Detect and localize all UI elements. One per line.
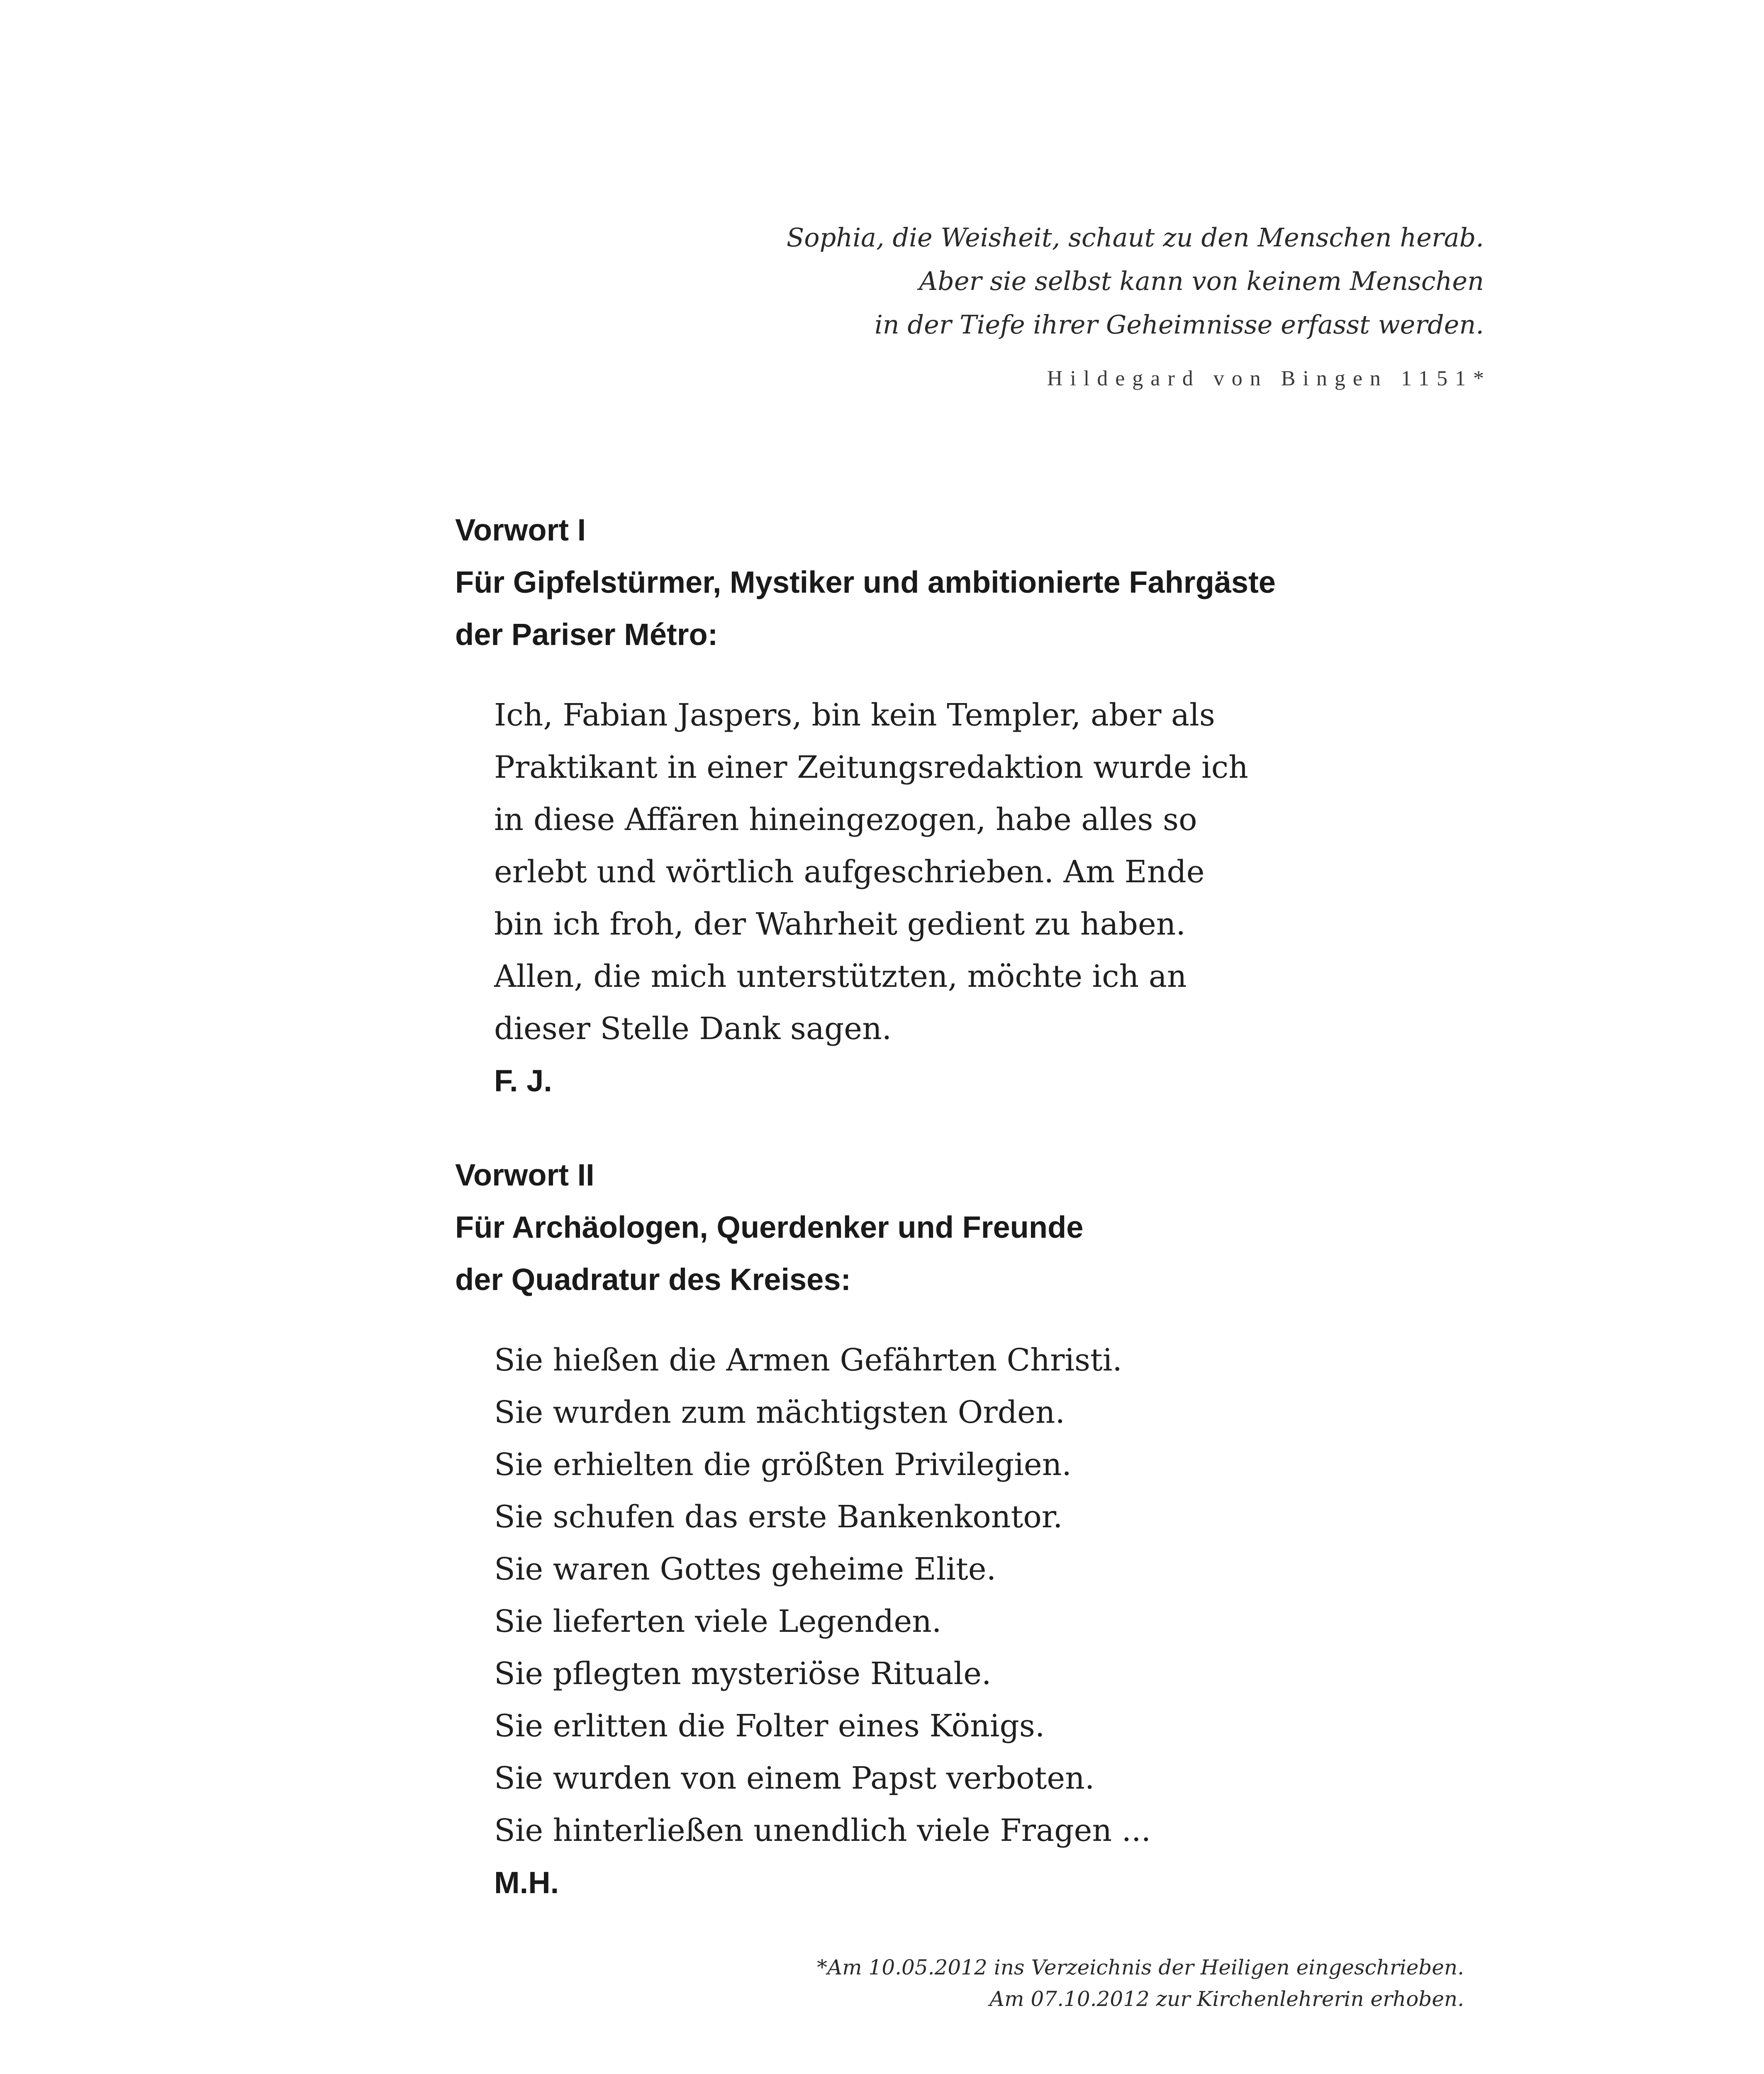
body-line: bin ich froh, der Wahrheit gedient zu haben. xyxy=(494,906,1186,942)
foreword-2-body xyxy=(494,1334,1492,1857)
foreword-1-heading xyxy=(455,504,1492,661)
body-line: dieser Stelle Dank sagen. xyxy=(494,1011,892,1047)
body-line: Sie hinterließen unendlich viele Fragen ... xyxy=(494,1813,1151,1848)
body-line: Praktikant in einer Zeitungsredaktion wurde ich xyxy=(494,750,1248,785)
body-line: Sie lieferten viele Legenden. xyxy=(494,1604,942,1639)
foreword-1-body xyxy=(494,689,1492,1055)
body-line: Sie wurden von einem Papst verboten. xyxy=(494,1760,1095,1796)
foreword-2 xyxy=(455,1149,1492,1909)
foreword-2-signature: M.H. xyxy=(494,1865,559,1900)
epigraph-line: Aber sie selbst kann von keinem Menschen xyxy=(919,266,1484,296)
foreword-1-signature: F. J. xyxy=(494,1064,552,1098)
foreword-title: Vorwort I xyxy=(455,513,586,547)
foreword-subtitle-line: Für Archäologen, Querdenker und Freunde xyxy=(455,1210,1084,1244)
body-line: Allen, die mich unterstützten, möchte ich an xyxy=(494,959,1187,994)
body-line: Sie erhielten die größten Privilegien. xyxy=(494,1447,1072,1482)
epigraph-line: in der Tiefe ihrer Geheimnisse erfasst werden. xyxy=(874,309,1484,340)
body-line: Sie wurden zum mächtigsten Orden. xyxy=(494,1395,1065,1430)
foreword-subtitle-line: der Quadratur des Kreises: xyxy=(455,1262,851,1297)
footnote xyxy=(551,1952,1464,2015)
body-line: Ich, Fabian Jaspers, bin kein Templer, aber als xyxy=(494,697,1215,733)
epigraph xyxy=(571,216,1491,395)
body-line: Sie hießen die Armen Gefährten Christi. xyxy=(494,1342,1122,1378)
body-line: Sie erlitten die Folter eines Königs. xyxy=(494,1708,1045,1744)
body-line: in diese Affären hineingezogen, habe alles so xyxy=(494,802,1197,837)
body-line: Sie pflegten mysteriöse Rituale. xyxy=(494,1656,992,1692)
body-line: Sie schufen das erste Bankenkontor. xyxy=(494,1499,1063,1535)
footnote-line: Am 07.10.2012 zur Kirchenlehrerin erhoben. xyxy=(989,1987,1464,2011)
body-line: Sie waren Gottes geheime Elite. xyxy=(494,1551,997,1587)
foreword-subtitle-line: der Pariser Métro: xyxy=(455,617,718,652)
epigraph-line: Sophia, die Weisheit, schaut zu den Menschen herab. xyxy=(786,222,1484,253)
footnote-line: *Am 10.05.2012 ins Verzeichnis der Heiligen eingeschrieben. xyxy=(817,1955,1464,1979)
epigraph-attribution: Hildegard von Bingen 1151* xyxy=(1047,367,1491,390)
foreword-1 xyxy=(455,504,1492,1107)
foreword-title: Vorwort II xyxy=(455,1158,594,1192)
body-line: erlebt und wörtlich aufgeschrieben. Am Ende xyxy=(494,854,1205,890)
foreword-2-heading xyxy=(455,1149,1492,1306)
foreword-subtitle-line: Für Gipfelstürmer, Mystiker und ambitionierte Fahrgäste xyxy=(455,565,1276,599)
